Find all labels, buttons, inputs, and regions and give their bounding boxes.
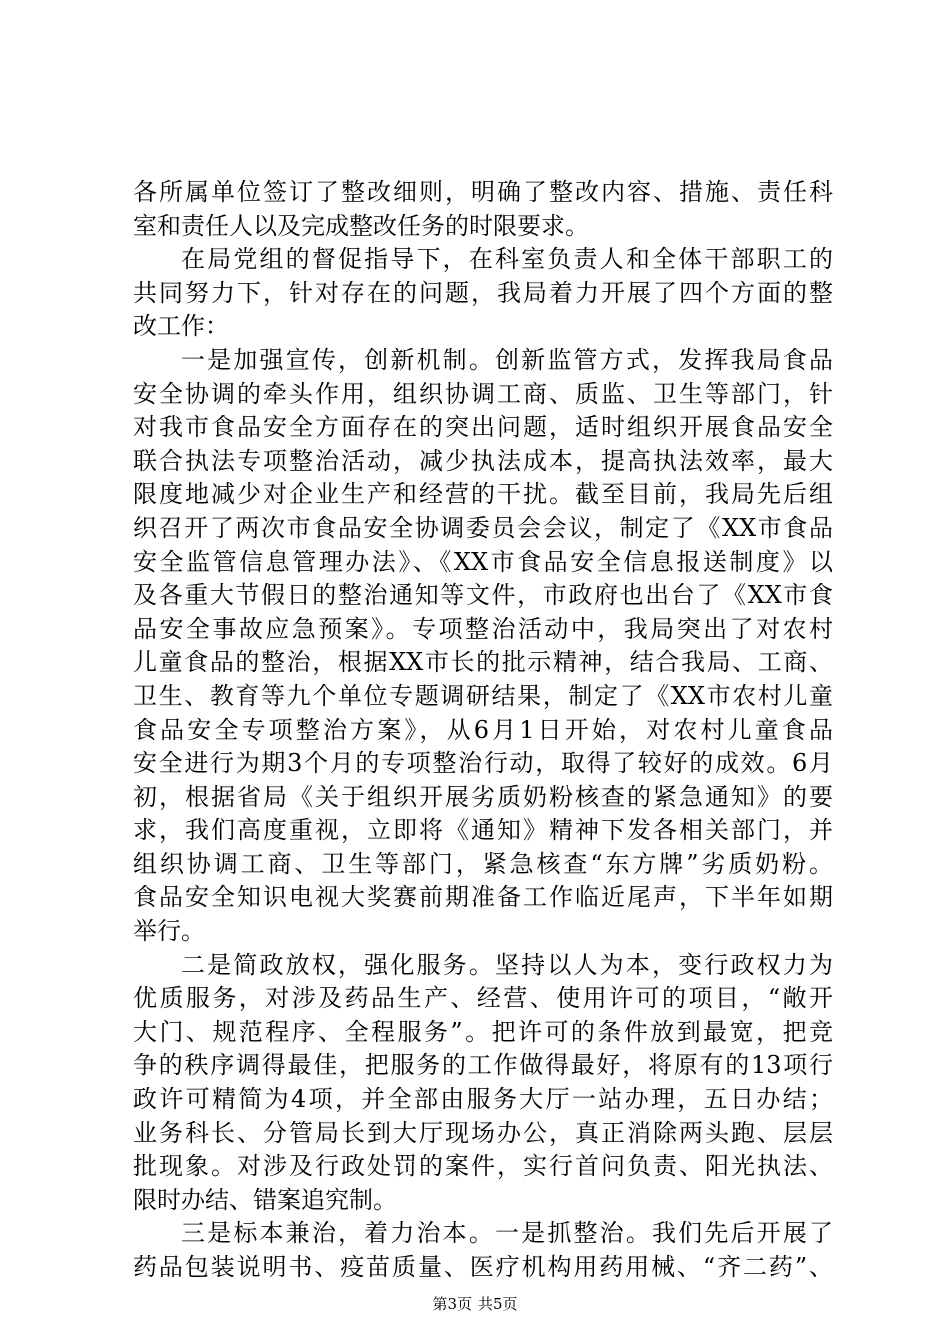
text-line: 卫生、教育等九个单位专题调研结果，制定了《XX市农村儿童	[133, 681, 833, 710]
text-line: 织召开了两次市食品安全协调委员会会议，制定了《XX市食品	[133, 513, 833, 542]
text-line: 限时办结、错案追究制。	[133, 1185, 397, 1214]
text-line: 食品安全专项整治方案》，从6月1日开始，对农村儿童食品	[133, 715, 833, 744]
text-line: 大门、规范程序、全程服务”。把许可的条件放到最宽，把竞	[133, 1017, 833, 1046]
text-line: 批现象。对涉及行政处罚的案件，实行首问负责、阳光执法、	[133, 1152, 833, 1181]
text-line: 二是简政放权，强化服务。坚持以人为本，变行政权力为	[181, 950, 833, 979]
text-line: 一是加强宣传，创新机制。创新监管方式，发挥我局食品	[181, 345, 833, 374]
document-body	[133, 176, 833, 1285]
text-line: 政许可精简为4项，并全部由服务大厅一站办理，五日办结；	[133, 1085, 833, 1114]
text-line: 限度地减少对企业生产和经营的干扰。截至目前，我局先后组	[133, 480, 833, 509]
text-line: 业务科长、分管局长到大厅现场办公，真正消除两头跑、层层	[133, 1118, 833, 1147]
page-footer	[0, 1294, 950, 1314]
text-line: 争的秩序调得最佳，把服务的工作做得最好，将原有的13项行	[133, 1051, 833, 1080]
text-line: 及各重大节假日的整治通知等文件，市政府也出台了《XX市食	[133, 581, 833, 610]
text-line: 改工作：	[133, 312, 229, 341]
text-line: 室和责任人以及完成整改任务的时限要求。	[133, 211, 589, 240]
text-line: 对我市食品安全方面存在的突出问题，适时组织开展食品安全	[133, 413, 833, 442]
text-line: 三是标本兼治，着力治本。一是抓整治。我们先后开展了	[181, 1219, 833, 1248]
text-line: 优质服务，对涉及药品生产、经营、使用许可的项目，“敞开	[133, 984, 833, 1013]
text-line: 安全进行为期3个月的专项整治行动，取得了较好的成效。6月	[133, 749, 833, 778]
text-line: 安全监管信息管理办法》、《XX市食品安全信息报送制度》以	[133, 547, 833, 576]
text-line: 共同努力下，针对存在的问题，我局着力开展了四个方面的整	[133, 278, 833, 307]
text-line: 在局党组的督促指导下，在科室负责人和全体干部职工的	[181, 245, 833, 274]
text-line: 各所属单位签订了整改细则，明确了整改内容、措施、责任科	[133, 178, 833, 206]
text-line: 求，我们高度重视，立即将《通知》精神下发各相关部门，并	[133, 816, 833, 845]
current-page-label: 第3页	[432, 1295, 472, 1313]
text-line: 组织协调工商、卫生等部门，紧急核查“东方牌”劣质奶粉。	[133, 849, 833, 878]
text-line: 药品包装说明书、疫苗质量、医疗机构用药用械、“齐二药”、	[133, 1253, 833, 1281]
text-line: 品安全事故应急预案》。专项整治活动中，我局突出了对农村	[133, 614, 833, 643]
text-line: 举行。	[133, 917, 205, 946]
text-line: 儿童食品的整治，根据XX市长的批示精神，结合我局、工商、	[133, 648, 833, 677]
total-pages-label: 共5页	[478, 1295, 518, 1313]
text-line: 食品安全知识电视大奖赛前期准备工作临近尾声，下半年如期	[133, 883, 833, 912]
text-line: 联合执法专项整治活动，减少执法成本，提高执法效率，最大	[133, 446, 833, 475]
text-line: 初，根据省局《关于组织开展劣质奶粉核查的紧急通知》的要	[133, 782, 833, 811]
text-line: 安全协调的牵头作用，组织协调工商、质监、卫生等部门，针	[133, 379, 833, 408]
